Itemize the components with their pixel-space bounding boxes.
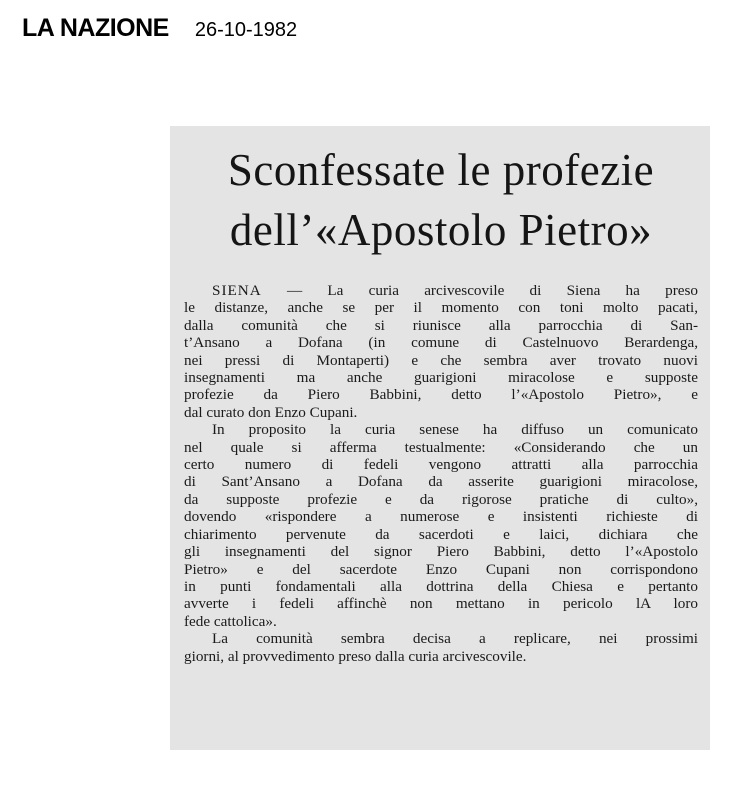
publication-date: 26-10-1982 (194, 19, 298, 41)
headline-line-2: dell’«Apostolo Pietro» (229, 205, 653, 255)
article-line: in punti fondamentali alla dottrina della Chiesa e pertanto (184, 577, 698, 595)
article-line: dalla comunità che si riunisce alla parrocchia di San- (184, 316, 698, 334)
article-line: certo numero di fedeli vengono attratti alla parrocchia (184, 456, 698, 474)
article-line: di Sant’Ansano a Dofana da asserite guarigioni miracolose, (184, 473, 698, 491)
article-line: t’Ansano a Dofana (in comune di Castelnuovo Berardenga, (184, 334, 698, 352)
article-line-text: — La curia arcivescovile di Siena ha preso (286, 282, 698, 299)
article-line: chiarimento pervenute da sacerdoti e laici, dichiara che (184, 525, 698, 543)
newspaper-clipping (170, 126, 710, 750)
article-line: giorni, al provvedimento preso dalla curia arcivescovile. (184, 647, 527, 665)
article-line: nei pressi di Montaperti) e che sembra aver trovato nuovi (184, 351, 698, 369)
article-line: dovendo «rispondere a numerose e insistenti richieste di (184, 508, 698, 526)
page-header (22, 14, 297, 43)
newspaper-masthead: LA NAZIONE (22, 14, 169, 42)
article-line: profezie da Piero Babbini, detto l’«Apostolo Pietro», e (184, 386, 698, 404)
article-line: dal curato don Enzo Cupani. (184, 403, 358, 421)
article-line: avverte i fedeli affinchè non mettano in pericolo lA loro (184, 595, 698, 613)
article-paragraph-2 (184, 421, 698, 630)
article-line: insegnamenti ma anche guarigioni miracolose e supposte (184, 369, 698, 387)
article-line: nel quale si afferma testualmente: «Considerando che un (184, 438, 698, 456)
article-line: La comunità sembra decisa a replicare, nei prossimi (212, 630, 698, 648)
article-line: le distanze, anche se per il momento con toni molto pacati, (184, 299, 698, 317)
headline-line-1: Sconfessate le profezie (227, 145, 655, 195)
article-paragraph-3 (184, 630, 698, 665)
article-line (184, 282, 698, 299)
article-paragraph-1 (184, 282, 698, 421)
article-line: gli insegnamenti del signor Piero Babbini, detto l’«Apostolo (184, 543, 698, 561)
article-line: fede cattolica». (184, 612, 277, 630)
article-line: In proposito la curia senese ha diffuso un comunicato (212, 421, 698, 439)
article-headline (184, 140, 698, 260)
article-body (184, 282, 698, 665)
article-line: da supposte profezie e da rigorose pratiche di culto», (184, 490, 698, 508)
article-dateline: SIENA (212, 282, 262, 299)
article-line: Pietro» e del sacerdote Enzo Cupani non corrispondono (184, 560, 698, 578)
